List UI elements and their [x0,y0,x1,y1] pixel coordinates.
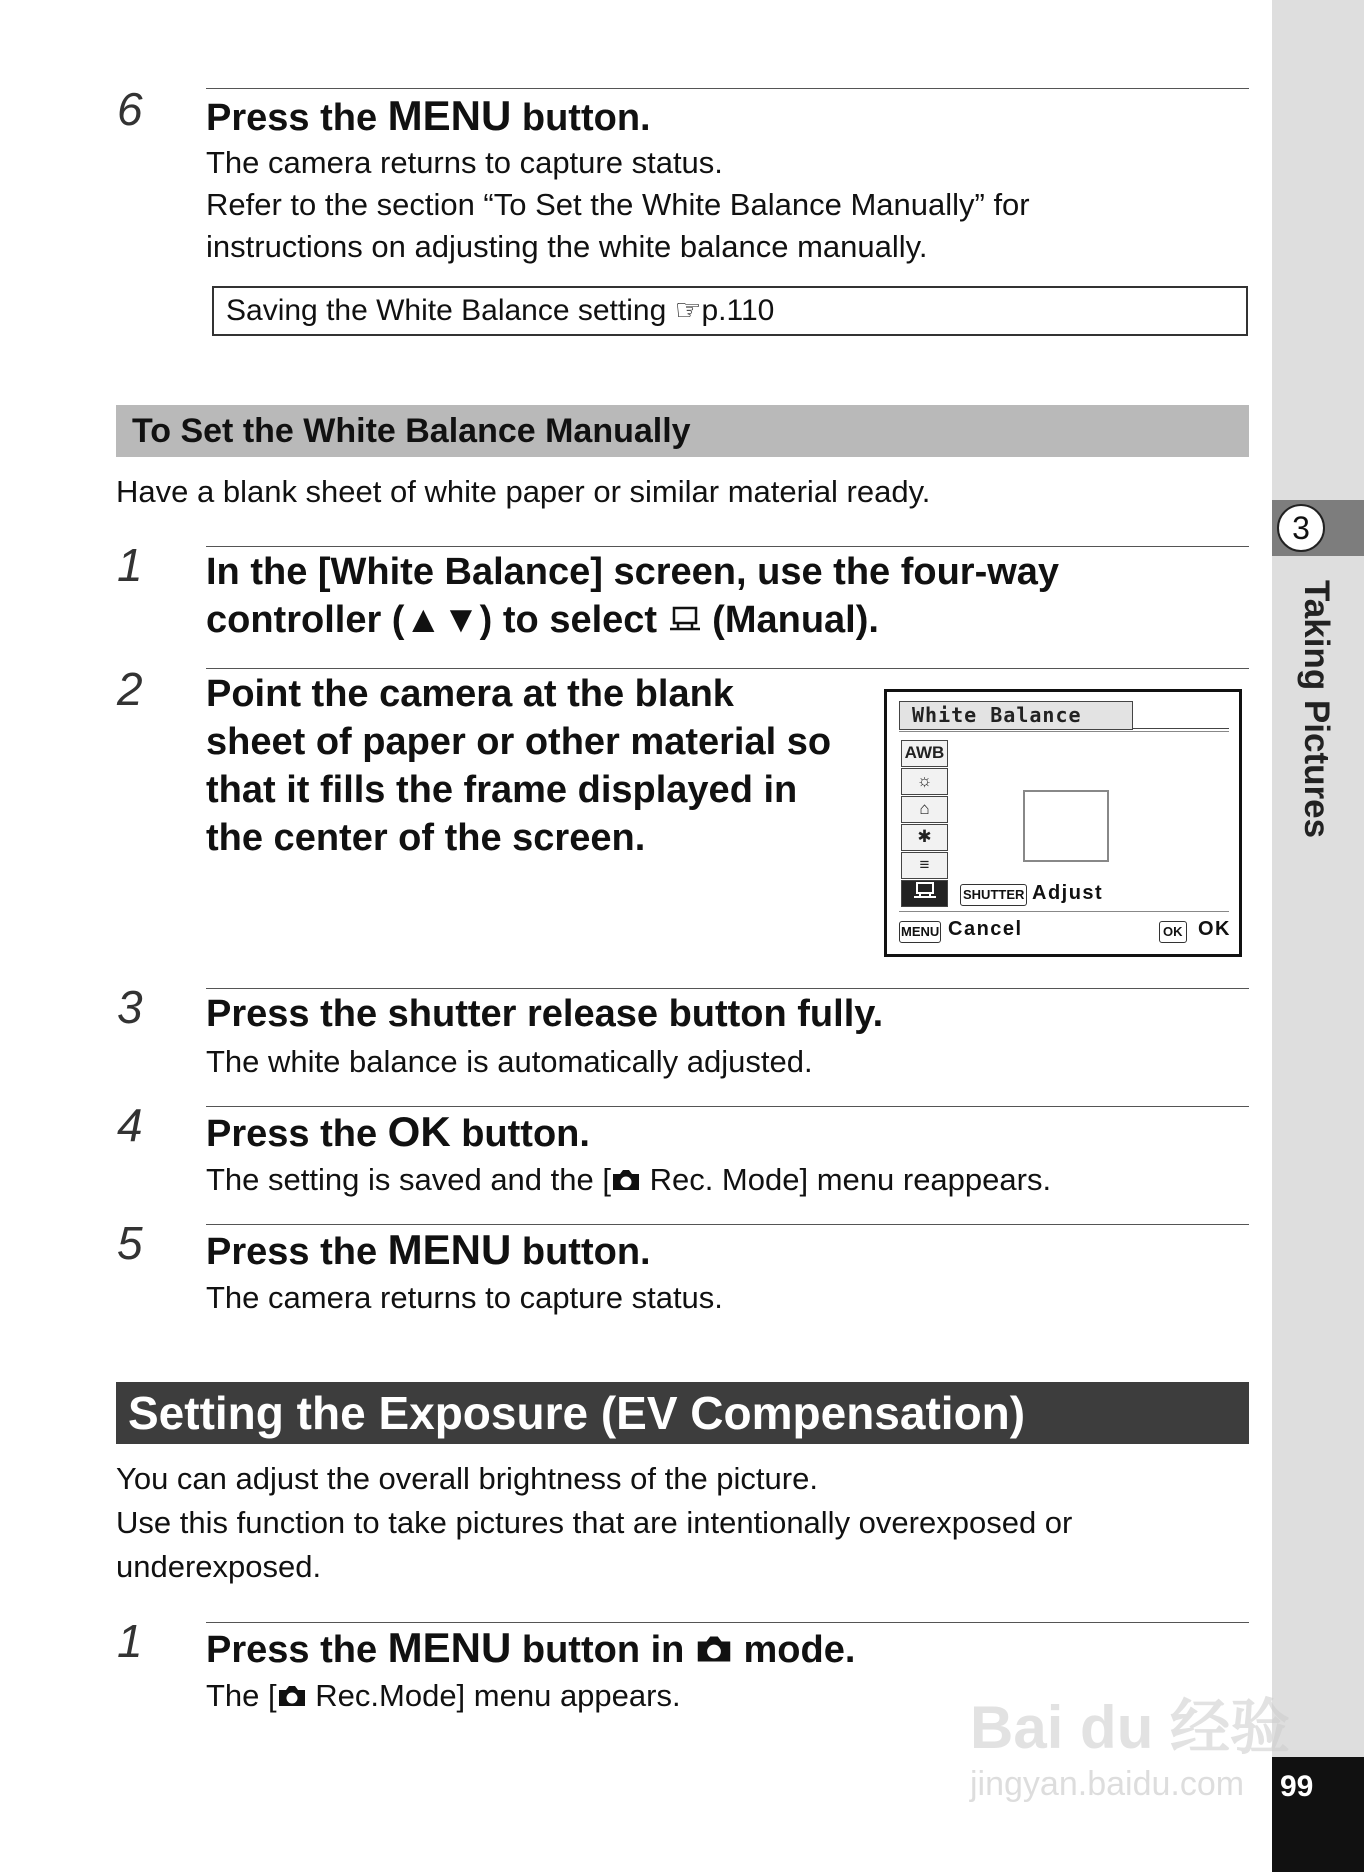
step-heading: Press the MENU button in mode. [206,1624,856,1671]
step-body: The white balance is automatically adjusted. [206,1044,813,1079]
page-reference-link[interactable]: p.110 [701,294,775,327]
step-divider [206,1224,1249,1225]
step-heading: Point the camera at the blank sheet of paper or other material so that it fills the frame displayed in the center of the screen. [206,673,832,859]
section-intro: Have a blank sheet of white paper or similar material ready. [116,474,931,509]
lcd-target-frame [1023,790,1109,862]
manual-wb-icon [901,880,948,907]
reference-box: Saving the White Balance setting ☞p.110 [212,286,1248,336]
watermark-url: jingyan.baidu.com [970,1765,1245,1803]
step-number: 4 [117,1099,143,1151]
step-body: The setting is saved and the [ Rec. Mode] menu reappears. [206,1162,1052,1197]
step-heading: Press the shutter release button fully. [206,993,884,1035]
step-heading: Press the MENU button. [206,1226,651,1273]
sun-icon: ☼ [901,768,948,795]
chapter-sidebar [1272,0,1364,1872]
step-divider [206,988,1249,989]
step-divider [206,1106,1249,1107]
step-body: The camera returns to capture status. Refer to the section “To Set the White Balance Manually” for instructions on adjusting the white balance manually. [206,145,1030,264]
step-divider [206,668,1249,669]
camera-icon [695,1634,733,1664]
chapter-number: 3 [1277,504,1325,552]
section-heading: Setting the Exposure (EV Compensation) [116,1382,1249,1444]
lcd-divider [899,731,1229,732]
step-number: 6 [117,83,143,135]
watermark-logo: Bai du 经验 [970,1694,1291,1761]
shade-icon: ⌂ [901,796,948,823]
step-divider [206,1622,1249,1623]
section-intro: You can adjust the overall brightness of the picture. Use this function to take pictures that are intentionally overexposed or underexposed. [116,1461,1073,1584]
step-divider [206,88,1249,89]
step-heading: In the [White Balance] screen, use the four-way controller (▲▼) to select (Manual). [206,551,1060,641]
step-number: 1 [117,539,143,591]
step-body: The camera returns to capture status. [206,1280,723,1315]
lcd-divider [899,911,1229,912]
reference-hand-icon: ☞ [674,294,702,327]
fluorescent-icon: ≡ [901,852,948,879]
tungsten-icon: ✱ [901,824,948,851]
step-number: 3 [117,981,143,1033]
lcd-tab-line [1133,728,1229,729]
chapter-title: Taking Pictures [1297,580,1336,839]
menu-key-label: MENU [899,921,941,943]
step-divider [206,546,1249,547]
step-number: 5 [117,1217,143,1269]
manual-wb-icon [668,605,702,635]
lcd-ok-label: OK [1198,918,1231,940]
step-body: The [ Rec.Mode] menu appears. [206,1678,681,1713]
lcd-adjust-label: Adjust [1032,882,1104,904]
lcd-icon-column [901,740,948,908]
camera-icon [277,1684,307,1708]
lcd-title: White Balance [899,701,1133,730]
lcd-cancel-label: Cancel [948,918,1023,940]
step-heading: Press the MENU button. [206,92,651,139]
camera-icon [611,1168,641,1192]
section-subheading: To Set the White Balance Manually [116,405,1249,457]
ok-key-label: OK [1159,921,1187,943]
awb-icon: AWB [901,740,948,767]
step-heading: Press the OK button. [206,1108,590,1155]
page-number: 99 [1280,1770,1314,1803]
step-number: 1 [117,1615,143,1667]
step-number: 2 [117,663,143,715]
shutter-key-label: SHUTTER [960,884,1027,906]
lcd-screen [884,689,1242,957]
